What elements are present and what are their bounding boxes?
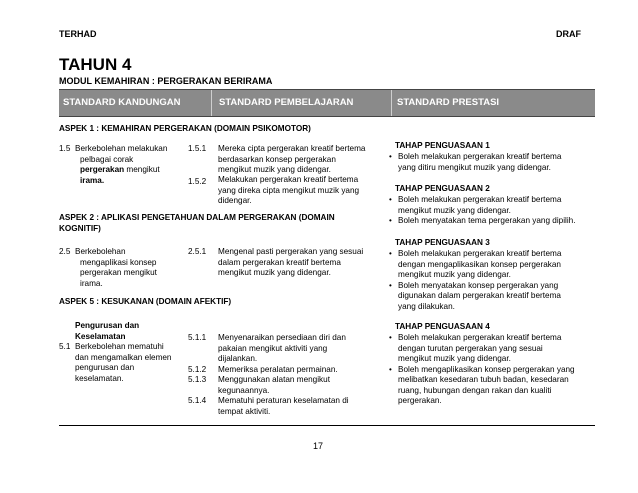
tahap-4-descriptor: ruang, hubungan dengan rakan dan kualiti [398,385,552,395]
bullet-icon: • [389,249,392,258]
column-header-band [59,89,595,117]
tahap-2-descriptor: mengikut muzik yang didengar. [398,205,511,215]
sk-text: dan mengamalkan elemen [75,352,172,362]
sp-text: Melakukan pergerakan kreatif bertema [218,175,359,184]
sp-number: 1.5.2 [188,177,207,186]
sp-number: 1.5.1 [188,144,207,153]
sk-number: 5.1 [59,342,71,351]
sk-text: Berkebolehan [75,247,126,256]
column-divider [391,90,392,116]
sp-text: Mereka cipta pergerakan kreatif bertema [218,144,366,153]
tahap-3-descriptor: Boleh melakukan pergerakan kreatif bertema [398,249,562,258]
tahap-4-descriptor: pergerakan. [398,396,442,405]
bullet-icon: • [389,152,392,161]
tahap-4-descriptor: melibatkan kesedaran tubuh badan, kesedaran [398,375,569,384]
bullet-icon: • [389,216,392,225]
sk-text-bold: pergerakan [80,165,125,174]
sp-number: 5.1.3 [188,375,207,384]
bullet-icon: • [389,280,392,290]
sp-text: Memeriksa peralatan permainan. [218,364,338,374]
page-number: 17 [313,441,324,451]
sk-text: mengikut [124,165,160,174]
bullet-icon: • [389,364,392,374]
sk-text: pelbagai corak [80,154,134,164]
sk-text: pergerakan mengikut [80,268,157,277]
sp-number: 5.1.2 [188,364,207,374]
sp-text: pakaian mengikut aktiviti yang [218,343,328,353]
sp-text: Mematuhi peraturan keselamatan di [218,396,349,405]
sk-text: Berkebolehan mematuhi [75,342,164,351]
tahap-1-heading: TAHAP PENGUASAAN 1 [395,141,490,150]
draft-label: DRAF [556,29,581,39]
sp-text: mengikut muzik yang didengar. [218,165,331,174]
sp-text: Menyenaraikan persediaan diri dan [218,333,346,342]
sp-number: 5.1.1 [188,333,207,342]
sp-text: yang direka cipta mengikut muzik yang [218,185,360,195]
tahap-2-descriptor: Boleh melakukan pergerakan kreatif bertema [398,195,562,204]
column-header-pembelajaran: STANDARD PEMBELAJARAN [219,97,354,108]
sk-number: 2.5 [59,247,71,256]
sp-number: 2.5.1 [188,247,207,256]
tahap-3-descriptor: mengikut muzik yang didengar. [398,270,511,279]
page-title: TAHUN 4 [59,55,132,74]
sp-text: Menggunakan alatan mengikut [218,375,330,384]
sk-number: 1.5 [59,144,71,153]
sp-text: Mengenal pasti pergerakan yang sesuai [218,247,364,256]
classification-label: TERHAD [59,29,97,39]
sk-heading: Pengurusan dan [75,321,140,330]
sk-heading: Keselamatan [75,331,126,341]
sk-text: mengaplikasi konsep [80,257,157,267]
sp-text: berdasarkan konsep pergerakan [218,154,336,164]
sk-text [80,165,160,176]
sp-text: kegunaannya. [218,385,270,395]
sk-text: pengurusan dan [75,363,135,372]
sk-text: keselamatan. [75,373,124,383]
sp-text: dalam pergerakan kreatif bertema [218,257,341,267]
tahap-2-descriptor: Boleh menyatakan tema pergerakan yang dipilih. [398,216,576,225]
tahap-3-heading: TAHAP PENGUASAAN 3 [395,238,490,247]
tahap-4-descriptor: Boleh mengaplikasikan konsep pergerakan yang [398,364,575,374]
tahap-3-descriptor: yang dilakukan. [398,301,455,311]
aspect-2-heading: KOGNITIF) [59,223,101,233]
sk-text: irama. [80,278,103,288]
sk-text: Berkebolehan melakukan [75,144,168,153]
tahap-3-descriptor: Boleh menyatakan konsep pergerakan yang [398,280,559,290]
column-divider [211,90,212,116]
bullet-icon: • [389,195,392,204]
sp-text: tempat aktiviti. [218,406,271,416]
table-bottom-rule [59,425,595,426]
sp-text: didengar. [218,196,252,205]
tahap-4-descriptor: dengan turutan pergerakan yang sesuai [398,343,543,353]
sp-text: dijalankan. [218,354,258,363]
tahap-4-heading: TAHAP PENGUASAAN 4 [395,322,490,331]
module-subtitle: MODUL KEMAHIRAN : PERGERAKAN BERIRAMA [59,76,273,86]
sp-text: mengikut muzik yang didengar. [218,268,331,277]
sk-text: irama. [80,175,105,185]
aspect-5-heading: ASPEK 5 : KESUKANAN (DOMAIN AFEKTIF) [59,297,232,306]
column-header-kandungan: STANDARD KANDUNGAN [63,97,181,108]
tahap-1-descriptor: yang ditiru mengikut muzik yang didengar. [398,162,551,172]
column-header-prestasi: STANDARD PRESTASI [397,97,500,108]
sp-number: 5.1.4 [188,396,207,405]
tahap-4-descriptor: mengikut muzik yang didengar. [398,354,511,363]
aspect-2-heading: ASPEK 2 : APLIKASI PENGETAHUAN DALAM PERGERAKAN (DOMAIN [59,213,335,222]
tahap-3-descriptor: digunakan dalam pergerakan kreatif bertema [398,291,561,300]
aspect-1-heading: ASPEK 1 : KEMAHIRAN PERGERAKAN (DOMAIN PSIKOMOTOR) [59,124,311,133]
tahap-2-heading: TAHAP PENGUASAAN 2 [395,184,490,193]
bullet-icon: • [389,333,392,342]
tahap-3-descriptor: dengan mengaplikasikan konsep pergerakan [398,259,561,269]
tahap-4-descriptor: Boleh melakukan pergerakan kreatif bertema [398,333,562,342]
tahap-1-descriptor: Boleh melakukan pergerakan kreatif bertema [398,152,562,161]
